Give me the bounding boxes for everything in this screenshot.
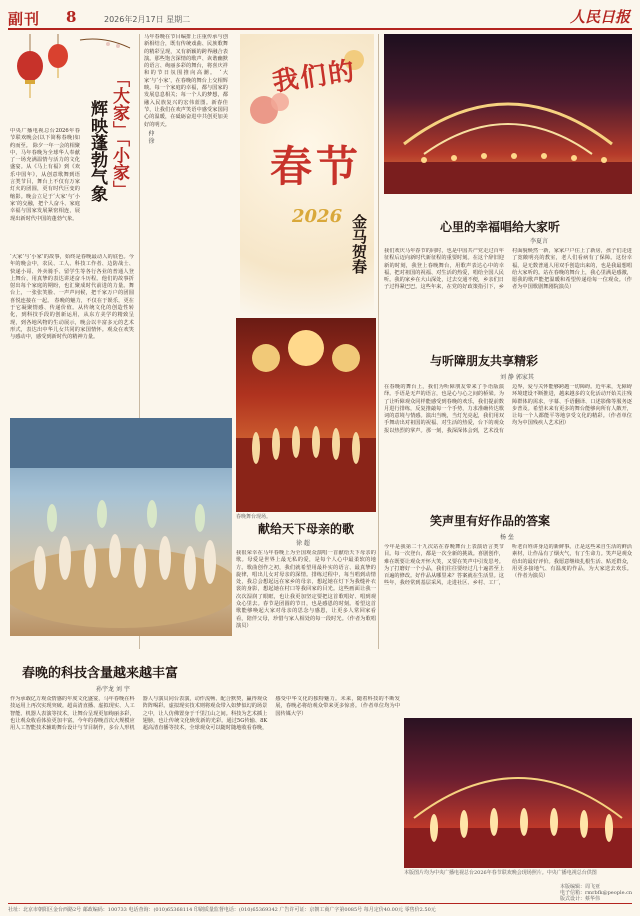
works-title: 笑声里有好作品的答案: [430, 514, 551, 528]
main-photo-caption: 春晚舞台现场。: [236, 514, 272, 520]
banner-headline-a: 我们的: [270, 56, 359, 98]
banner-tagline: 金马贺春: [350, 214, 368, 274]
happiness-title: 心里的幸福唱给大家听: [440, 220, 561, 234]
happiness-author: 李夏言: [530, 238, 549, 245]
stage-photo-top: [384, 34, 632, 194]
song-title: 献给天下母亲的歌: [258, 522, 355, 536]
friends-title: 与听障朋友共享精彩: [430, 354, 539, 368]
dance-performance-photo: [10, 418, 232, 636]
lead-body: ‘大家’与‘小家’的故事，始终是春晚最动人的底色。今年的晚会中，农民、工人、科技工作者、边防战士、快递小哥、外卖骑手、留学生等各行各业的普通人登上舞台，用真挚的表达讲述奋斗历程。他们的故事折射出每个家庭的期盼，也汇聚成时代前进的力量。舞台上，一张张笑脸、一声声问候，把千家万户的团圆喜悦连接在一起。 春晚的魅力，不仅在于娱乐，更在于它凝聚情感、传递价值。从传统文化的创造性转化，到科技手段的创新运用，从东方美学的精致呈现，到各地风物的生动展示，晚会以丰富多元的艺术形式，表达出中华儿女共同的家国情怀。观众在欢笑与感动中，感受到新时代的精神力量。: [10, 254, 134, 341]
works-author: 杨 垒: [500, 534, 514, 541]
stage-photo-bottom: [404, 718, 632, 868]
lead-body-continued: 马年春晚在节目编排上注重传承与创新相结合，既有传统戏曲、民族歌舞的精彩呈现，又有新颖的跨界融合表演。那些饱含深情的歌声、诙谐幽默的语言、绚丽多彩的舞台，将喜庆祥和的节日氛围推向高潮。 ‘大家’与‘小家’，在春晚的舞台上交相辉映。每一个家庭的幸福，都与国家的发展息息相关；每一个人的梦想，都融入民族复兴的宏伟蓝图。新春佳节，让我们在欢声笑语中感受家国同心的温暖，在砥砺奋进中共创更加美好的明天。: [144, 34, 228, 128]
editor-line: 本版编辑：周飞亚: [560, 884, 601, 890]
editor-designer: 版式设计：蔡华伟: [560, 896, 601, 902]
tech-author: 孙宇龙 刘 宇: [96, 686, 130, 693]
masthead-logo: 人民日报: [569, 8, 630, 26]
section-name: 副刊: [8, 10, 41, 28]
lead-author: 仲 徐: [147, 130, 154, 144]
happiness-body: 我们欢庆马年春节的同时，也是中国共产党走过百年征程后迈向新时代新征程的重要时刻。在这个辞旧迎新的时刻，我登上春晚舞台，用歌声表达心中的幸福，把对祖国的祝福、对生活的热爱，唱给全国人民听。我的家乡在大山深处，过去交通不便，乡亲们日子过得紧巴巴。这些年来，在党的好政策指引下，乡村面貌焕然一新，家家户户住上了新房，孩子们走进了宽敞明亮的教室，老人们看病有了保障。这份幸福，是无数普通人用双手创造出来的，也是我最想唱给大家听的。站在春晚的舞台上，我心里满是感激，愿我的歌声能把温暖和希望传递给每一位观众。（作者为中国歌剧舞剧院演员）: [384, 248, 632, 291]
main-stage-photo: [236, 318, 376, 512]
page-number: 8: [66, 8, 77, 26]
friends-author: 刘 静 郭家其: [500, 374, 534, 381]
page-footer: 社址：北京市朝阳区金台西路2号 邮政编码：100733 电话查询：(010)65368114 印刷质量监督电话：(010)65369342 广告许可证：京朝工商广字第0085号 每月定价40.00元 零售价2.50元: [8, 903, 632, 913]
bottom-photo-caption: 本版图片均为中央广播电视总台2026年春节联欢晚会现场照片。中央广播电视总台供图: [404, 870, 597, 876]
works-body: 今年是我第二十九次站在春晚舞台上表演语言类节目。每一次登台，都是一次全新的挑战。喜剧创作，难在既要让观众开怀大笑，又要在笑声中引发思考。为了打磨好一个小品，我们往往要经过几十遍甚至上百遍的修改。好作品从哪里来？答案就在生活里。这些年，我经常到基层采风，走进社区、乡村、工厂，听老百姓讲身边的新鲜事。正是这些来自生活的鲜活素材，让作品有了烟火气，有了生命力。笑声是观众给出的最好评价。我愿意继续扎根生活、贴近群众，用更多接地气、有温度的作品，为大家送去欢乐。（作者为演员）: [384, 544, 632, 587]
editor-email: 电子信箱：rmrbfk@people.cn: [560, 890, 633, 896]
lead-intro: 中央广播电视总台2026年春节联欢晚会(以下简称春晚)如约而至。 除夕一年一会的相聚中，马年春晚为全球华人奉献了一场充满温情与活力的文化盛宴。从《马上有福》到《欢乐中国年》，从创意歌舞到语言类节目，舞台上不仅有万家灯火的团圆，更有时代巨变的缩影。晚会立足于‘大家’与‘小家’的交融，把个人奋斗、家庭幸福与国家发展紧密相连，展现出新时代中国的蓬勃气象。: [10, 128, 80, 222]
song-body: 我很荣幸在马年春晚上为全国观众演唱一首献给天下母亲的歌。母爱是世界上最无私的爱，是每个人心中最柔软的地方。歌曲创作之初，我们就希望用最朴实的语言、最真挚的旋律，唱出儿女对母亲的深情。排练过程中，每当唱到动情处，我总会想起远在家乡的母亲，想起她在灯下为我缝补衣裳的身影，想起她在村口等我回家的目光。这些画面让我一次次湿润了眼眶，也让我更加坚定要把这首歌唱好、唱到观众心里去。春节是团圆的节日，也是感恩的时刻。希望这首歌能够唤起大家对母亲的思念与感恩，让更多人常回家看看，陪伴父母，珍惜与家人相处的每一段时光。（作者为歌唱演员）: [236, 550, 376, 629]
banner-year: 2026: [292, 206, 343, 227]
column-divider: [378, 34, 379, 649]
tech-body: 作为承载亿万观众情感的年度文化盛宴，马年春晚在科技运用上再次实现突破。超高清直播、虚拟现实、人工智能、机器人表演等技术，让舞台呈现更加绚丽多彩，也让观众收看体验更加丰富。今年的春晚首次大规模应用人工智能技术辅助舞台设计与节目制作，多台人形机器人与演员同台表演，动作流畅、配合默契，赢得观众阵阵喝彩。虚拟现实技术则将观众带入如梦似幻的场景之中，让人仿佛置身于千里江山之间。科技为艺术插上翅膀，也让传统文化焕发新的光彩。通过5G传输、8K超高清直播等技术，全球观众可以随时随地收看春晚，感受中华文化的独特魅力。未来，随着科技的不断发展，春晚必将给观众带来更多惊喜。（作者单位均为中国传媒大学）: [10, 696, 400, 732]
friends-body: 在春晚的舞台上，我们为听障朋友带来了手语版演绎。手语是无声的语言，也是心与心之间的桥梁。为了让听障观众同样能感受到春晚的欢乐，我们提前数月进行排练，反复推敲每一个手势，力求准确传达歌词的意境与情感。演出当晚，当灯光亮起，我们用双手舞动出对祖国的祝福、对生活的热爱，台下的观众报以热烈的掌声。那一刻，我深深体会到，艺术没有边界，爱与关怀能够跨越一切障碍。近年来，无障碍环境建设不断推进，越来越多的文化活动开始关注残障群体的需求，字幕、手语翻译、口述影像等服务逐步普及。希望未来有更多的舞台能够向所有人敞开，让每一个人都能平等地享受文化的精彩。（作者单位均为中国残疾人艺术团）: [384, 384, 632, 434]
issue-date: 2026年2月17日 星期二: [104, 15, 191, 24]
song-author: 徐 超: [296, 540, 310, 547]
tech-title: 春晚的科技含量越来越丰富: [22, 666, 179, 681]
lead-title-line2: 辉映蓬勃气象: [87, 100, 107, 202]
banner-headline-b: 春节: [270, 142, 363, 191]
lead-title-line1: 「大家」「小家」: [109, 70, 129, 198]
page-header: [8, 6, 632, 30]
